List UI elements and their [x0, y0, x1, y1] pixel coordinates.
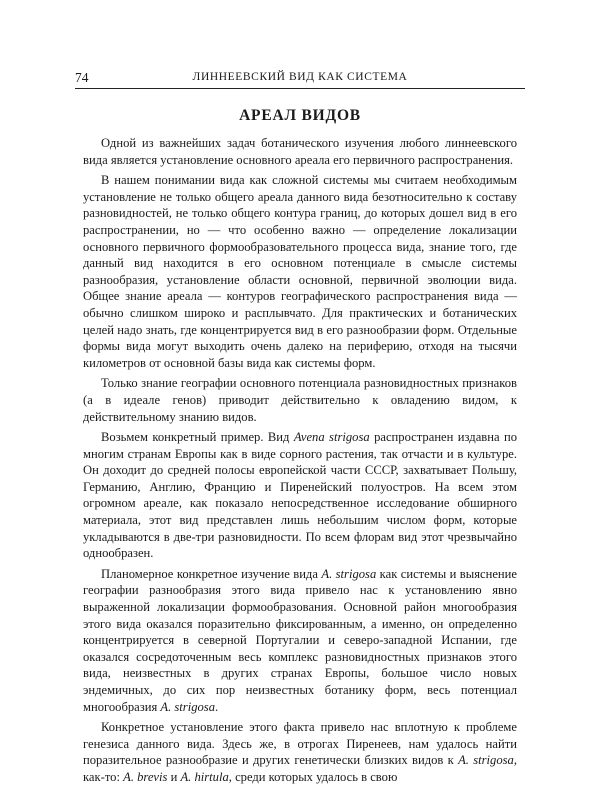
page-number: 74	[75, 70, 89, 85]
paragraph: Только знание географии основного потенциала разновидностных признаков (а в идеале генов) приводит действительно к овладению видом, к действительному знанию видов.	[83, 376, 517, 424]
paragraph: В нашем понимании вида как сложной системы мы считаем необходимым установление не только общего ареала данного вида безотносительно к составу разновидностей, не только общего контура границ, до которых дошел вид в его распространении, но — что особенно важно — определение локализации основного первичного формообразовательного процесса вида, знание того, где данный вид находится в его основном потенциале в смысле системы разнообразия, установление области основной, первичной эволюции вида. Общее знание ареала — контуров географического распространения вида — обычно слишком широко и расплывчато. Для практических и ботанических целей надо знать, где концентрируется вид в его разнообразии форм. Отдельные формы вида могут выходить очень далеко на периферию, отходя на тысячи километров от основной базы вида как системы форм.	[83, 173, 517, 370]
paragraph: Возьмем конкретный пример. Вид Avena strigosa распространен издавна по многим странам Европы как в виде сорного растения, так отчасти и в культуре. Он доходит до средней полосы европейской части СССР, захватывает Польшу, Германию, Англию, Францию и Пиренейский полуостров. На всем этом огромном ареале, как показало непосредственное исследование обширного материала, этот вид представлен лишь небольшим числом форм, которые укладываются в две-три разновидности. По всем флорам вид этот чрезвычайно однообразен.	[83, 430, 517, 561]
paragraph: Одной из важнейших задач ботанического изучения любого линнеевского вида является установление основного ареала его первичного распространения.	[83, 136, 517, 167]
body-text	[83, 135, 517, 790]
paragraph: Конкретное установление этого факта привело нас вплотную к проблеме генезиса данного вида. Здесь же, в отрогах Пиренеев, нам удалось найти поразительное разнообразие и других генетически близких видов к A. strigosa, как-то: A. brevis и A. hirtula, среди которых удалось в свою	[83, 720, 517, 784]
page-header	[75, 68, 525, 89]
section-title: АРЕАЛ ВИДОВ	[239, 107, 361, 124]
running-title: ЛИННЕЕВСКИЙ ВИД КАК СИСТЕМА	[192, 71, 408, 83]
paragraph: Планомерное конкретное изучение вида A. strigosa как системы и выяснение географии разнообразия этого вида привело нас к установлению явно выраженной локализации формообразования. Основной район многообразия этого вида оказался поразительно фиксированным, а именно, он определенно концентрируется в северной Португалии и северо-западной Испании, где оказался сосредоточенным весь комплекс разновидностных признаков этого вида, неизвестных в других странах Европы, большое число новых эндемичных, до сих пор неизвестных ботанику форм, весь потенциал многообразия A. strigosa.	[83, 566, 517, 714]
